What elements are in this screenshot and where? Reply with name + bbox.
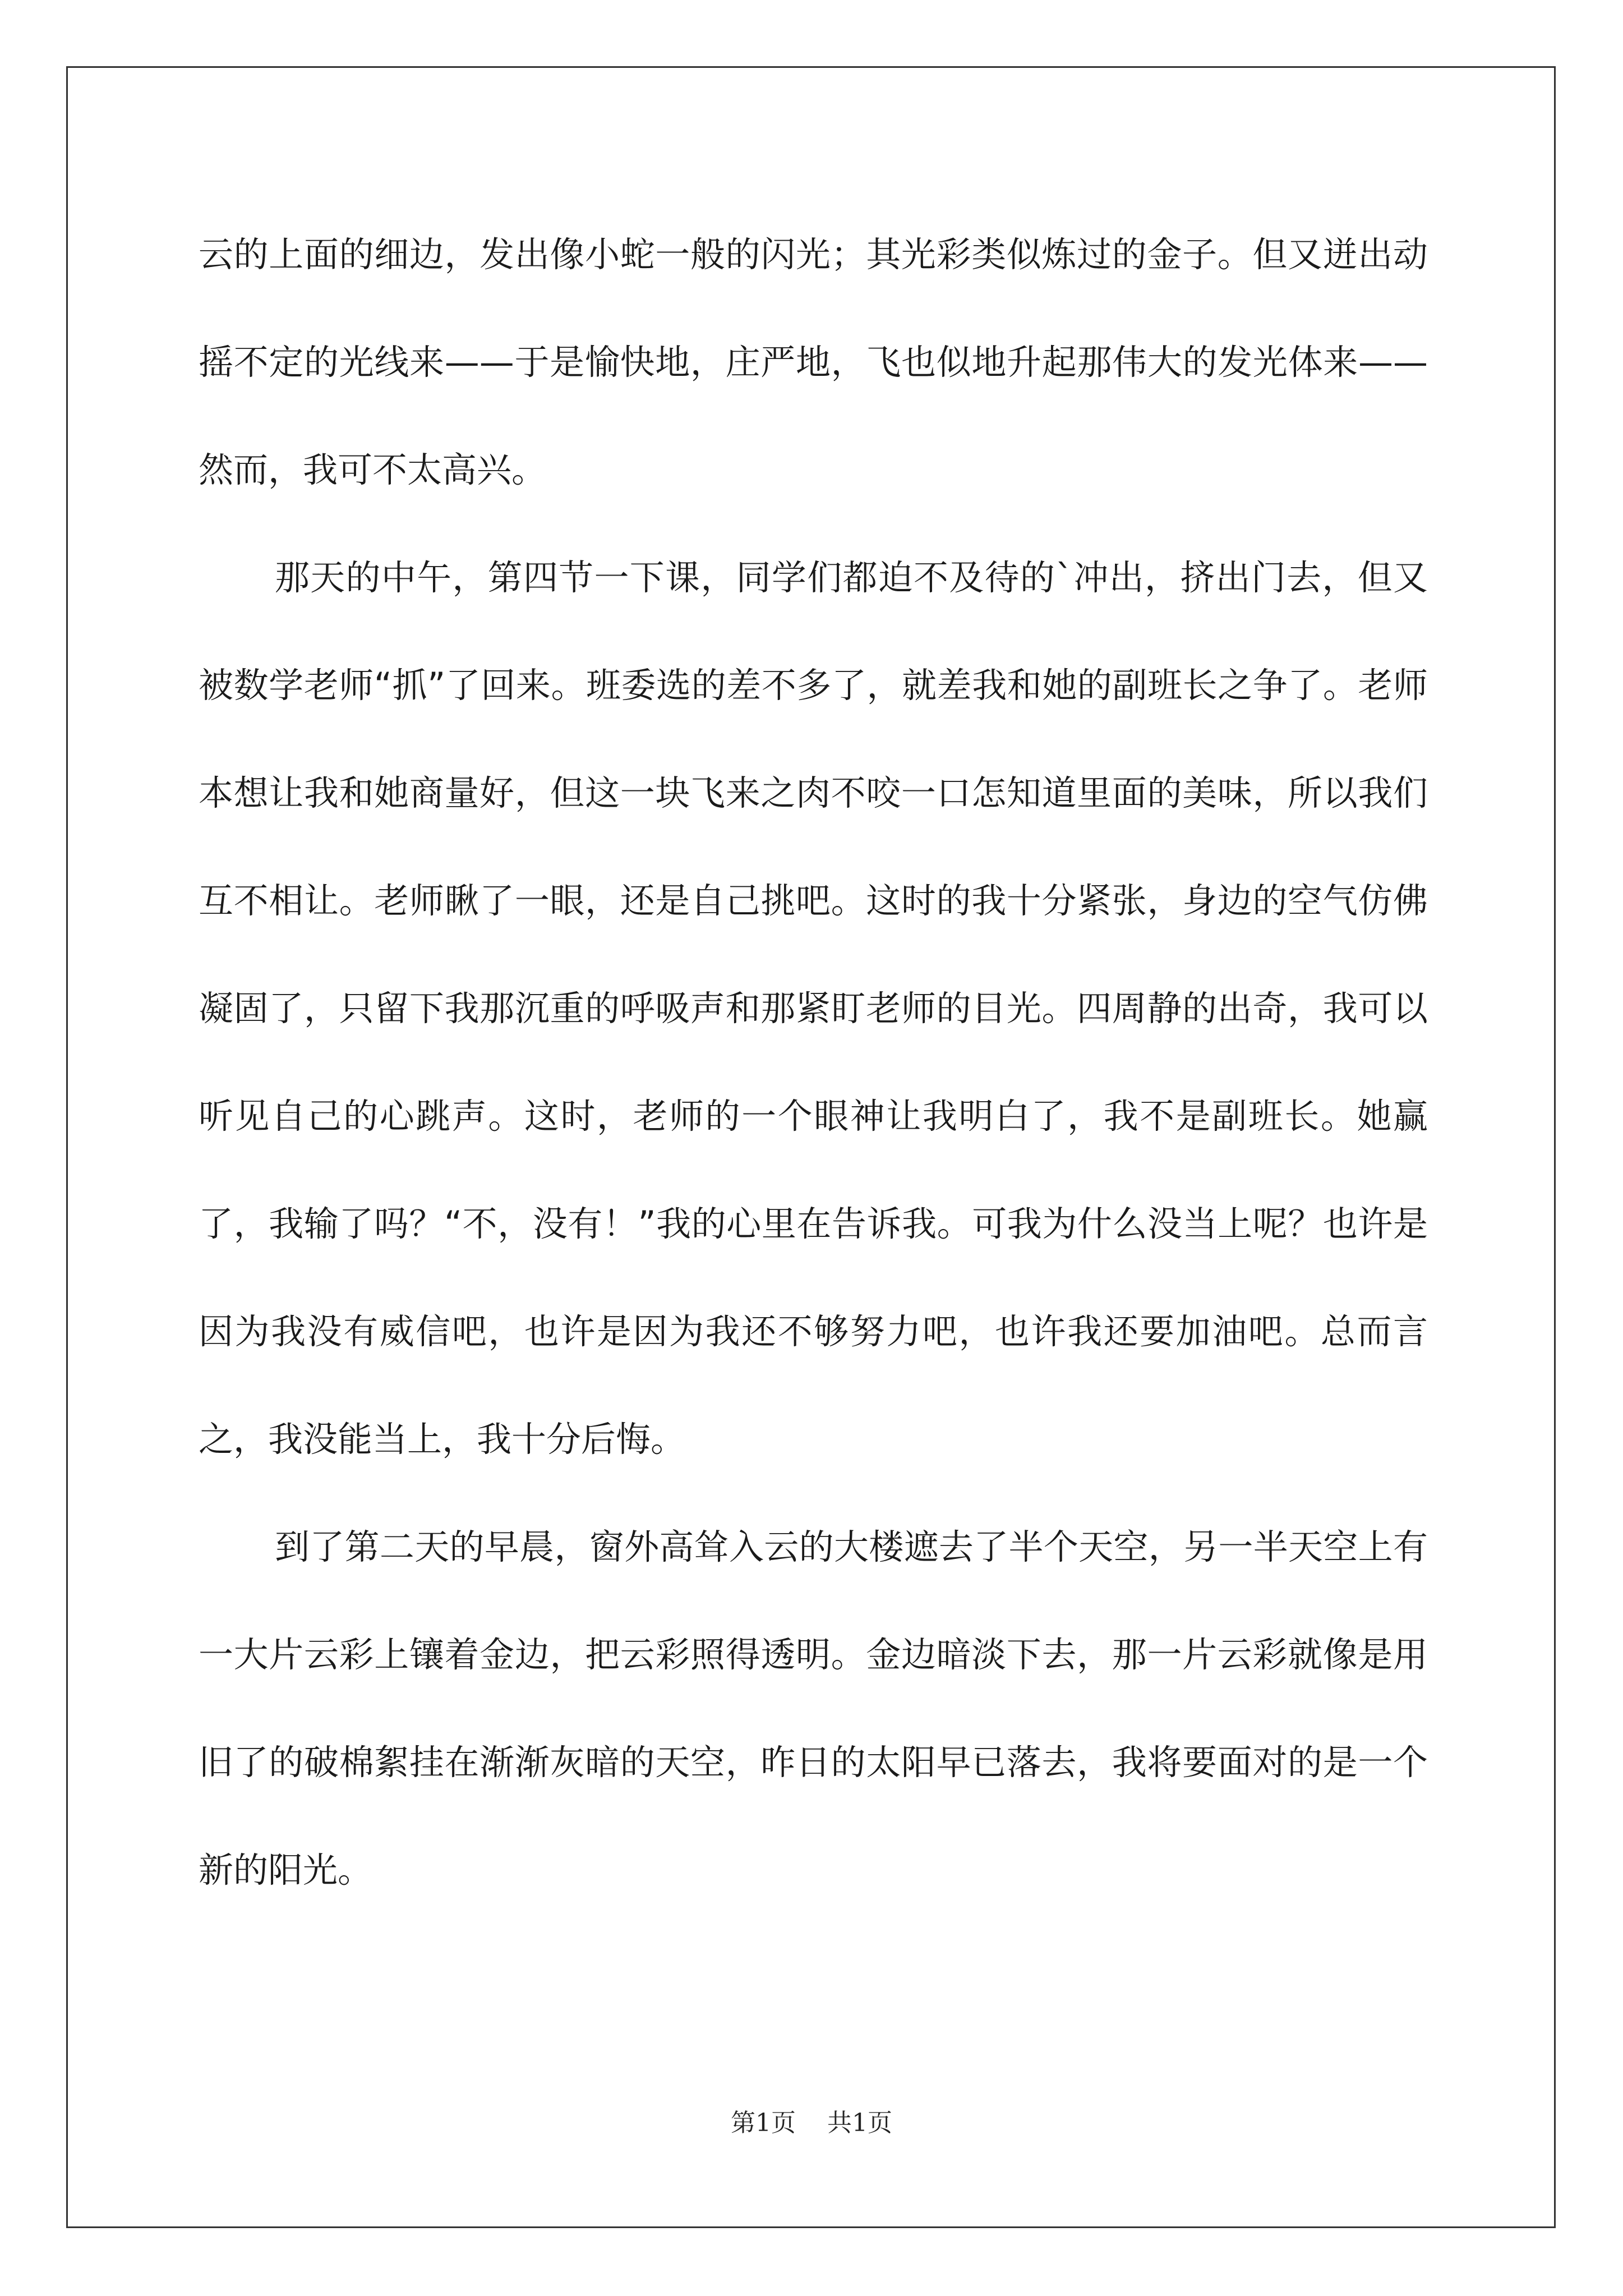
paragraph-3: 到了第二天的早晨，窗外高耸入云的大楼遮去了半个天空，另一半天空上有一大片云彩上镶着金边，把云彩照得透明。金边暗淡下去，那一片云彩就像是用旧了的破棉絮挂在渐渐灰暗的天空，昨日的太阳早已落去，我将要面对的是一个新的阳光。 bbox=[199, 1526, 1428, 1890]
paragraph-2: 那天的中午，第四节一下课，同学们都迫不及待的`冲出，挤出门去，但又被数学老师“抓”了回来。班委选的差不多了，就差我和她的副班长之争了。老师本想让我和她商量好，但这一块飞来之肉不咬一口怎知道里面的美味，所以我们互不相让。老师瞅了一眼，还是自己挑吧。这时的我十分紧张，身边的空气仿佛凝固了，只留下我那沉重的呼吸声和那紧盯老师的目光。四周静的出奇，我可以听见自己的心跳声。这时，老师的一个眼神让我明白了，我不是副班长。她赢了，我输了吗？“不，没有！”我的心里在告诉我。可我为什么没当上呢？也许是因为我没有威信吧，也许是因为我还不够努力吧，也许我还要加油吧。总而言之，我没能当上，我十分后悔。 bbox=[199, 557, 1428, 1460]
page-number-current: 第1页 bbox=[731, 2109, 796, 2137]
page-footer bbox=[0, 2102, 1623, 2138]
paragraph-1: 云的上面的细边，发出像小蛇一般的闪光；其光彩类似炼过的金子。但又迸出动摇不定的光线来——于是愉快地，庄严地，飞也似地升起那伟大的发光体来——然而，我可不太高兴。 bbox=[199, 234, 1428, 490]
page-number-total: 共1页 bbox=[827, 2109, 892, 2137]
document-body bbox=[199, 201, 1428, 1924]
